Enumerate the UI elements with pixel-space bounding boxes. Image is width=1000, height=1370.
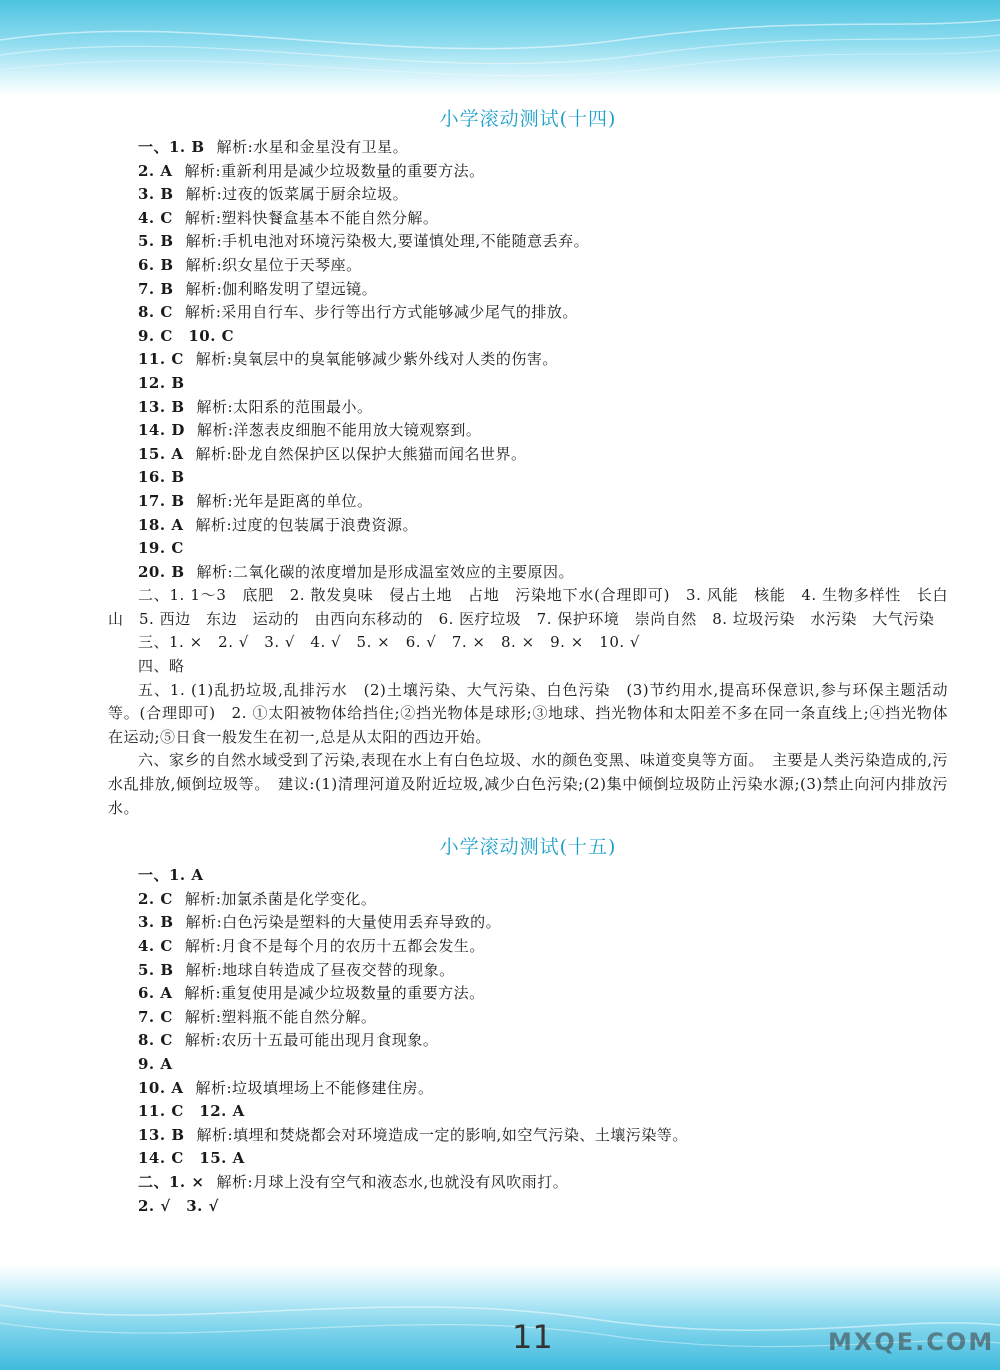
section-14-answers: [108, 136, 948, 820]
answer-paragraph: 五、1. (1)乱扔垃圾,乱排污水 (2)土壤污染、大气污染、白色污染 (3)节约用水,提高环保意识,参与环保主题活动等。(合理即可) 2. ①太阳被物体给挡住;②挡光物体是球形;③地球、挡光物体和太阳差不多在同一条直线上;④挡光物体在运动;⑤日食一般发生在初一,总是从太阳的西边开始。: [108, 680, 948, 746]
answer-line: 11. C 12. A: [138, 1102, 245, 1121]
answer-line: 二、1. × 解析:月球上没有空气和液态水,也就没有风吹雨打。: [138, 1172, 569, 1191]
answer-line: 一、1. A: [138, 866, 204, 885]
watermark-logo: MXQE.COM: [828, 1328, 995, 1356]
answer-line: 20. B 解析:二氧化碳的浓度增加是形成温室效应的主要原因。: [138, 562, 575, 581]
answer-line: 9. A: [138, 1054, 173, 1073]
answer-line: 2. A 解析:重新利用是减少垃圾数量的重要方法。: [138, 161, 485, 180]
answer-paragraph: 三、1. × 2. √ 3. √ 4. √ 5. × 6. √ 7. × 8. × 9. × 10. √: [138, 633, 640, 652]
answer-line: 2. √ 3. √: [138, 1196, 219, 1215]
answer-line: 5. B 解析:地球自转造成了昼夜交替的现象。: [138, 960, 455, 979]
answer-paragraph: 六、家乡的自然水域受到了污染,表现在水上有白色垃圾、水的颜色变黑、味道变臭等方面。 主要是人类污染造成的,污水乱排放,倾倒垃圾等。 建议:(1)清理河道及附近垃圾,减少白色污染;(2)集中倾倒垃圾防止污染水源;(3)禁止向河内排放污水。: [108, 751, 948, 817]
answer-line: 3. B 解析:白色污染是塑料的大量使用丢弃导致的。: [138, 913, 502, 932]
answer-paragraph: 二、1. 1～3 底肥 2. 散发臭味 侵占土地 占地 污染地下水(合理即可) 3. 风能 核能 4. 生物多样性 长白山 5. 西边 东边 运动的 由西向东移动的 6. 医疗垃圾 7. 保护环境 崇尚自然 8. 垃圾污染 水污染 大气污染: [108, 586, 948, 628]
answer-line: 4. C 解析:塑料快餐盒基本不能自然分解。: [138, 208, 439, 227]
answer-line: 8. C 解析:农历十五最可能出现月食现象。: [138, 1031, 439, 1050]
answer-line: 一、1. B 解析:水星和金星没有卫星。: [138, 138, 409, 156]
answer-line: 11. C 解析:臭氧层中的臭氧能够减少紫外线对人类的伤害。: [138, 350, 558, 369]
top-decorative-band: [0, 0, 1000, 95]
answer-line: 14. D 解析:洋葱表皮细胞不能用放大镜观察到。: [138, 421, 482, 440]
answer-line: 8. C 解析:采用自行车、步行等出行方式能够减少尾气的排放。: [138, 303, 578, 322]
section-15-answers: [108, 864, 948, 1218]
answer-line: 4. C 解析:月食不是每个月的农历十五都会发生。: [138, 937, 485, 955]
page-number: 11: [512, 1318, 553, 1356]
answer-line: 10. A 解析:垃圾填埋场上不能修建住房。: [138, 1078, 434, 1097]
answer-line: 5. B 解析:手机电池对环境污染极大,要谨慎处理,不能随意丢弃。: [138, 232, 590, 251]
top-wave-graphic: [0, 0, 1000, 95]
answer-line: 6. B 解析:织女星位于天琴座。: [138, 255, 362, 274]
answer-line: 12. B: [138, 373, 185, 392]
answer-line: 16. B: [138, 468, 185, 487]
answer-content: [108, 100, 948, 1218]
answer-line: 2. C 解析:加氯杀菌是化学变化。: [138, 889, 377, 908]
answer-line: 17. B 解析:光年是距离的单位。: [138, 491, 373, 510]
answer-line: 14. C 15. A: [138, 1149, 245, 1168]
answer-line: 18. A 解析:过度的包装属于浪费资源。: [138, 515, 419, 534]
answer-line: 15. A 解析:卧龙自然保护区以保护大熊猫而闻名世界。: [138, 444, 527, 463]
answer-line: 9. C 10. C: [138, 326, 235, 345]
answer-line: 3. B 解析:过夜的饭菜属于厨余垃圾。: [138, 185, 409, 204]
answer-paragraph: 四、略: [138, 657, 185, 676]
answer-line: 13. B 解析:太阳系的范围最小。: [138, 397, 373, 416]
answer-line: 7. C 解析:塑料瓶不能自然分解。: [138, 1007, 377, 1026]
section-title: 小学滚动测试(十四): [439, 108, 617, 130]
section-title: 小学滚动测试(十五): [439, 836, 617, 859]
answer-line: 6. A 解析:重复使用是减少垃圾数量的重要方法。: [138, 984, 485, 1003]
answer-line: 7. B 解析:伽利略发明了望远镜。: [138, 279, 378, 298]
answer-line: 19. C: [138, 539, 184, 558]
answer-line: 13. B 解析:填埋和焚烧都会对环境造成一定的影响,如空气污染、土壤污染等。: [138, 1125, 688, 1144]
